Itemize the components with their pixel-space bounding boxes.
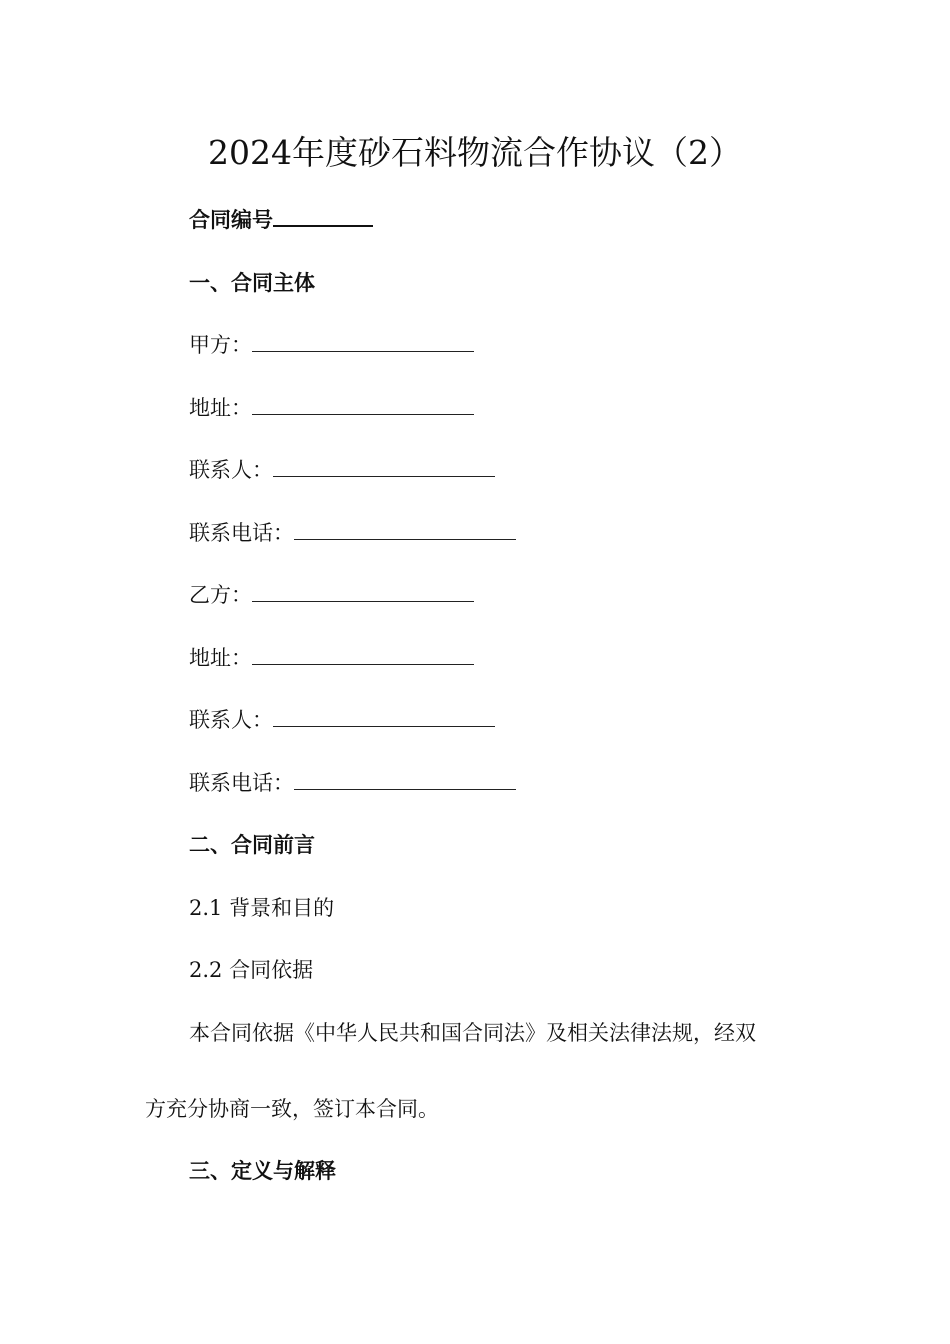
party-b-contact-blank[interactable]: [273, 706, 495, 727]
party-a-contact-label: 联系人：: [189, 458, 273, 482]
party-b-blank[interactable]: [252, 581, 474, 602]
paragraph-line-2: 方充分协商一致，签订本合同。: [145, 1097, 439, 1121]
party-b-address-blank[interactable]: [252, 644, 474, 665]
party-b-address-row: [189, 642, 474, 674]
contract-number-row: [189, 204, 373, 236]
party-b-phone-blank[interactable]: [294, 769, 516, 790]
party-b-contact-row: [189, 704, 495, 736]
party-a-label: 甲方：: [189, 333, 252, 357]
document-title: 2024年度砂石料物流合作协议（2）: [208, 133, 742, 172]
party-b-contact-label: 联系人：: [189, 708, 273, 732]
contract-number-label: 合同编号: [189, 207, 273, 232]
party-b-row: [189, 579, 474, 611]
item-2-2: 2.2 合同依据: [189, 958, 314, 982]
party-a-address-blank[interactable]: [252, 394, 474, 415]
item-2-1: 2.1 背景和目的: [189, 896, 335, 920]
party-a-blank[interactable]: [252, 331, 474, 352]
party-a-row: [189, 329, 474, 361]
contract-number-blank[interactable]: [273, 205, 373, 227]
party-a-contact-row: [189, 454, 495, 486]
paragraph-line-1: 本合同依据《中华人民共和国合同法》及相关法律法规，经双: [189, 1021, 756, 1045]
section-3-heading: 三、定义与解释: [189, 1158, 336, 1183]
section-1-heading: 一、合同主体: [189, 270, 315, 295]
party-b-phone-label: 联系电话：: [189, 771, 294, 795]
section-2-heading: 二、合同前言: [189, 832, 315, 857]
party-a-address-label: 地址：: [189, 396, 252, 420]
party-b-address-label: 地址：: [189, 646, 252, 670]
party-b-phone-row: [189, 767, 516, 799]
party-a-phone-blank[interactable]: [294, 519, 516, 540]
party-a-phone-label: 联系电话：: [189, 521, 294, 545]
party-a-contact-blank[interactable]: [273, 456, 495, 477]
party-a-phone-row: [189, 517, 516, 549]
party-a-address-row: [189, 392, 474, 424]
party-b-label: 乙方：: [189, 583, 252, 607]
